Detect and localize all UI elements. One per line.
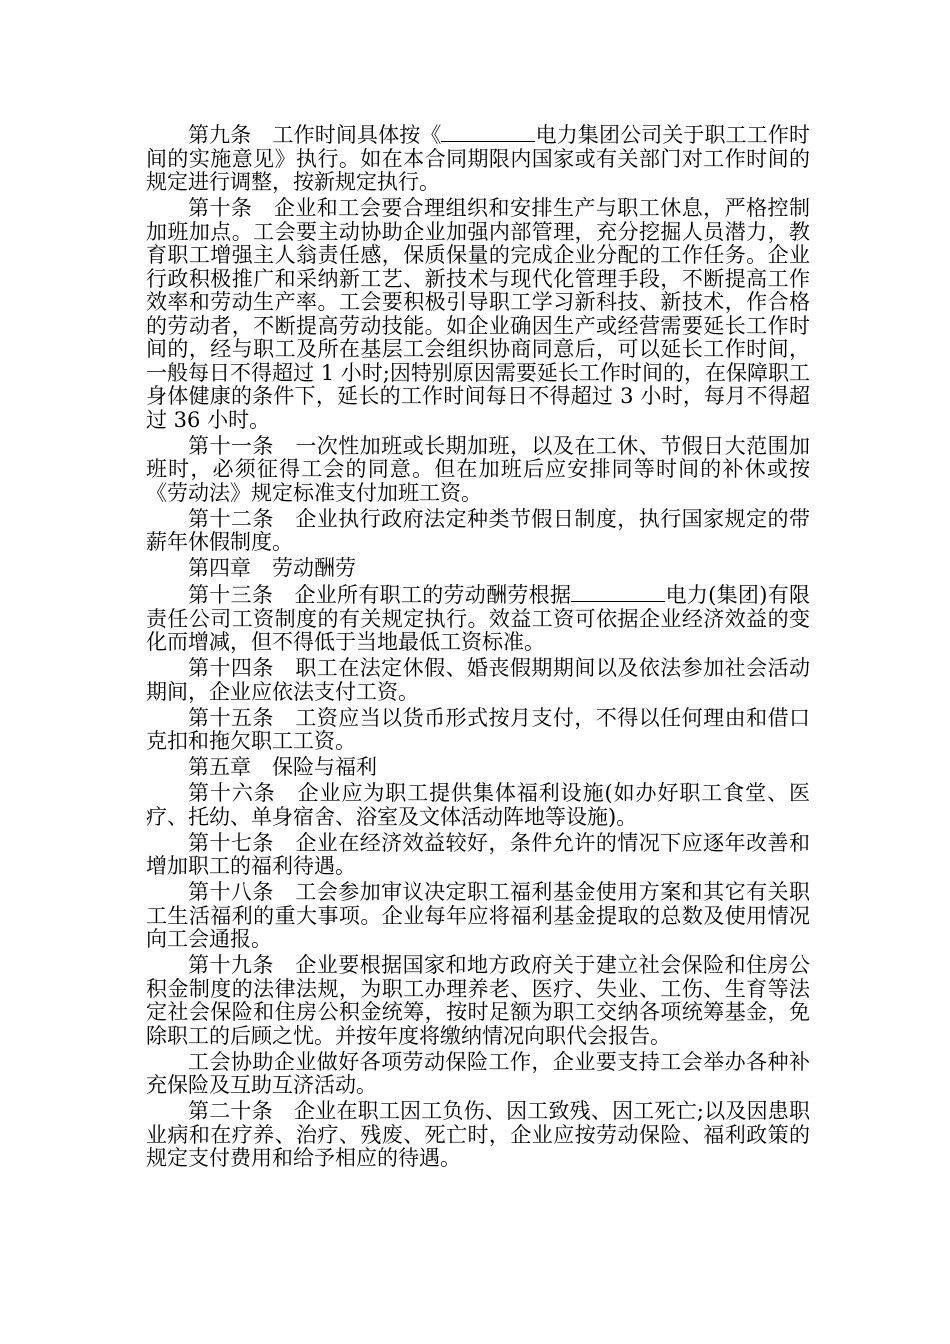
article-paragraph: [146, 707, 810, 754]
article-label: 第十九条: [188, 953, 274, 977]
article-text: 工会协助企业做好各项劳动保险工作，企业要支持工会举办各种补充保险及互助互济活动。: [146, 1049, 810, 1097]
article-label: 第十六条: [188, 781, 276, 805]
article-label: 第十三条: [188, 583, 274, 607]
article-paragraph: [146, 954, 810, 1048]
article-label: 第十二条: [188, 506, 274, 531]
article-text: 企业在职工因工负伤、因工致残、因工死亡;以及因患职业病和在疗养、治疗、残废、死亡时，企业应按劳动保险、福利政策的规定支付费用和给予相应的待遇。: [146, 1099, 811, 1170]
article-text: 工会参加审议决定职工福利基金使用方案和其它有关职工生活福利的重大事项。企业每年应将福利基金提取的总数及使用情况向工会通报。: [146, 880, 811, 951]
article-paragraph: [146, 123, 810, 195]
chapter-title: 劳动酬劳: [272, 556, 356, 580]
article-label: 第二十条: [188, 1099, 273, 1123]
article-paragraph: [146, 435, 810, 506]
chapter-label: 第五章: [188, 755, 251, 779]
article-label: 第十五条: [188, 705, 274, 730]
chapter-heading: [146, 557, 810, 581]
article-label: 第十七条: [188, 830, 274, 855]
article-text-continued: 电力集团公司关于职工工作时间的实施意见》执行。如在本合同期限内国家或有关部门对工作时间的规定进行调整，按新规定执行。: [146, 123, 811, 194]
article-paragraph: [146, 832, 810, 879]
article-paragraph: [146, 881, 810, 952]
article-text: 职工在法定休假、婚丧假期期间以及依法参加社会活动期间，企业应依法支付工资。: [146, 656, 811, 704]
article-label: 第十四条: [188, 656, 274, 680]
article-paragraph: [146, 583, 810, 655]
article-paragraph: [146, 508, 810, 555]
fill-in-blank: [441, 123, 535, 142]
article-text: 企业要根据国家和地方政府关于建立社会保险和住房公积金制度的法律法规，为职工办理养老、医疗、失业、工伤、生育等法定社会保险和住房公积金统筹，按时足额为职工交纳各项统筹基金，免除职工的后顾之忧。并按年度将缴纳情况向职代会报告。: [146, 953, 811, 1048]
chapter-heading: [146, 756, 810, 780]
article-label: 第九条: [188, 123, 252, 147]
article-label: 第十一条: [188, 433, 274, 458]
article-text: 企业应为职工提供集体福利设施(如办好职工食堂、医疗、托幼、单身宿舍、浴室及文体活动阵地等设施)。: [146, 781, 810, 829]
article-paragraph: [146, 1100, 810, 1171]
article-text: 一次性加班或长期加班，以及在工休、节假日大范围加班时，必须征得工会的同意。但在加班后应安排同等时间的补休或按《劳动法》规定标准支付加班工资。: [146, 433, 811, 505]
article-paragraph: [146, 782, 810, 829]
article-text: 工作时间具体按《: [272, 123, 442, 147]
article-paragraph: [146, 197, 810, 432]
article-label: 第十八条: [188, 880, 274, 904]
document-body: [146, 123, 810, 1173]
chapter-label: 第四章: [188, 556, 251, 580]
article-text: 企业所有职工的劳动酬劳根据: [294, 583, 572, 607]
fill-in-blank: [571, 583, 665, 602]
article-label: 第十条: [188, 196, 253, 220]
article-text: 工资应当以货币形式按月支付，不得以任何理由和借口克扣和拖欠职工工资。: [146, 705, 811, 753]
article-paragraph: [146, 657, 810, 704]
article-text: 企业在经济效益较好，条件允许的情况下应逐年改善和增加职工的福利待遇。: [146, 830, 811, 878]
article-paragraph: [146, 1051, 810, 1098]
article-text: 企业执行政府法定种类节假日制度，执行国家规定的带薪年休假制度。: [146, 506, 811, 554]
article-text: 企业和工会要合理组织和安排生产与职工休息，严格控制加班加点。工会要主动协助企业加强内部管理，充分挖掘人员潜力，教育职工增强主人翁责任感，保质保量的完成企业分配的工作任务。企业行政积极推广和采纳新工艺、新技术与现代化管理手段，不断提高工作效率和劳动生产率。工会要积极引导职工学习新科技、新技术，作合格的劳动者，不断提高劳动技能。如企业确因生产或经营需要延长工作时间的，经与职工及所在基层工会组织协商同意后，可以延长工作时间，一般每日不得超过 1 小时;因特别原因需要延长工作时间的，在保障职工身体健康的条件下，延长的工作时间每日不得超过 3 小时，每月不得超过 36 小时。: [146, 196, 811, 432]
article-text-continued: 电力(集团)有限责任公司工资制度的有关规定执行。效益工资可依据企业经济效益的变化而增减，但不得低于当地最低工资标准。: [146, 583, 811, 654]
chapter-title: 保险与福利: [272, 755, 377, 779]
